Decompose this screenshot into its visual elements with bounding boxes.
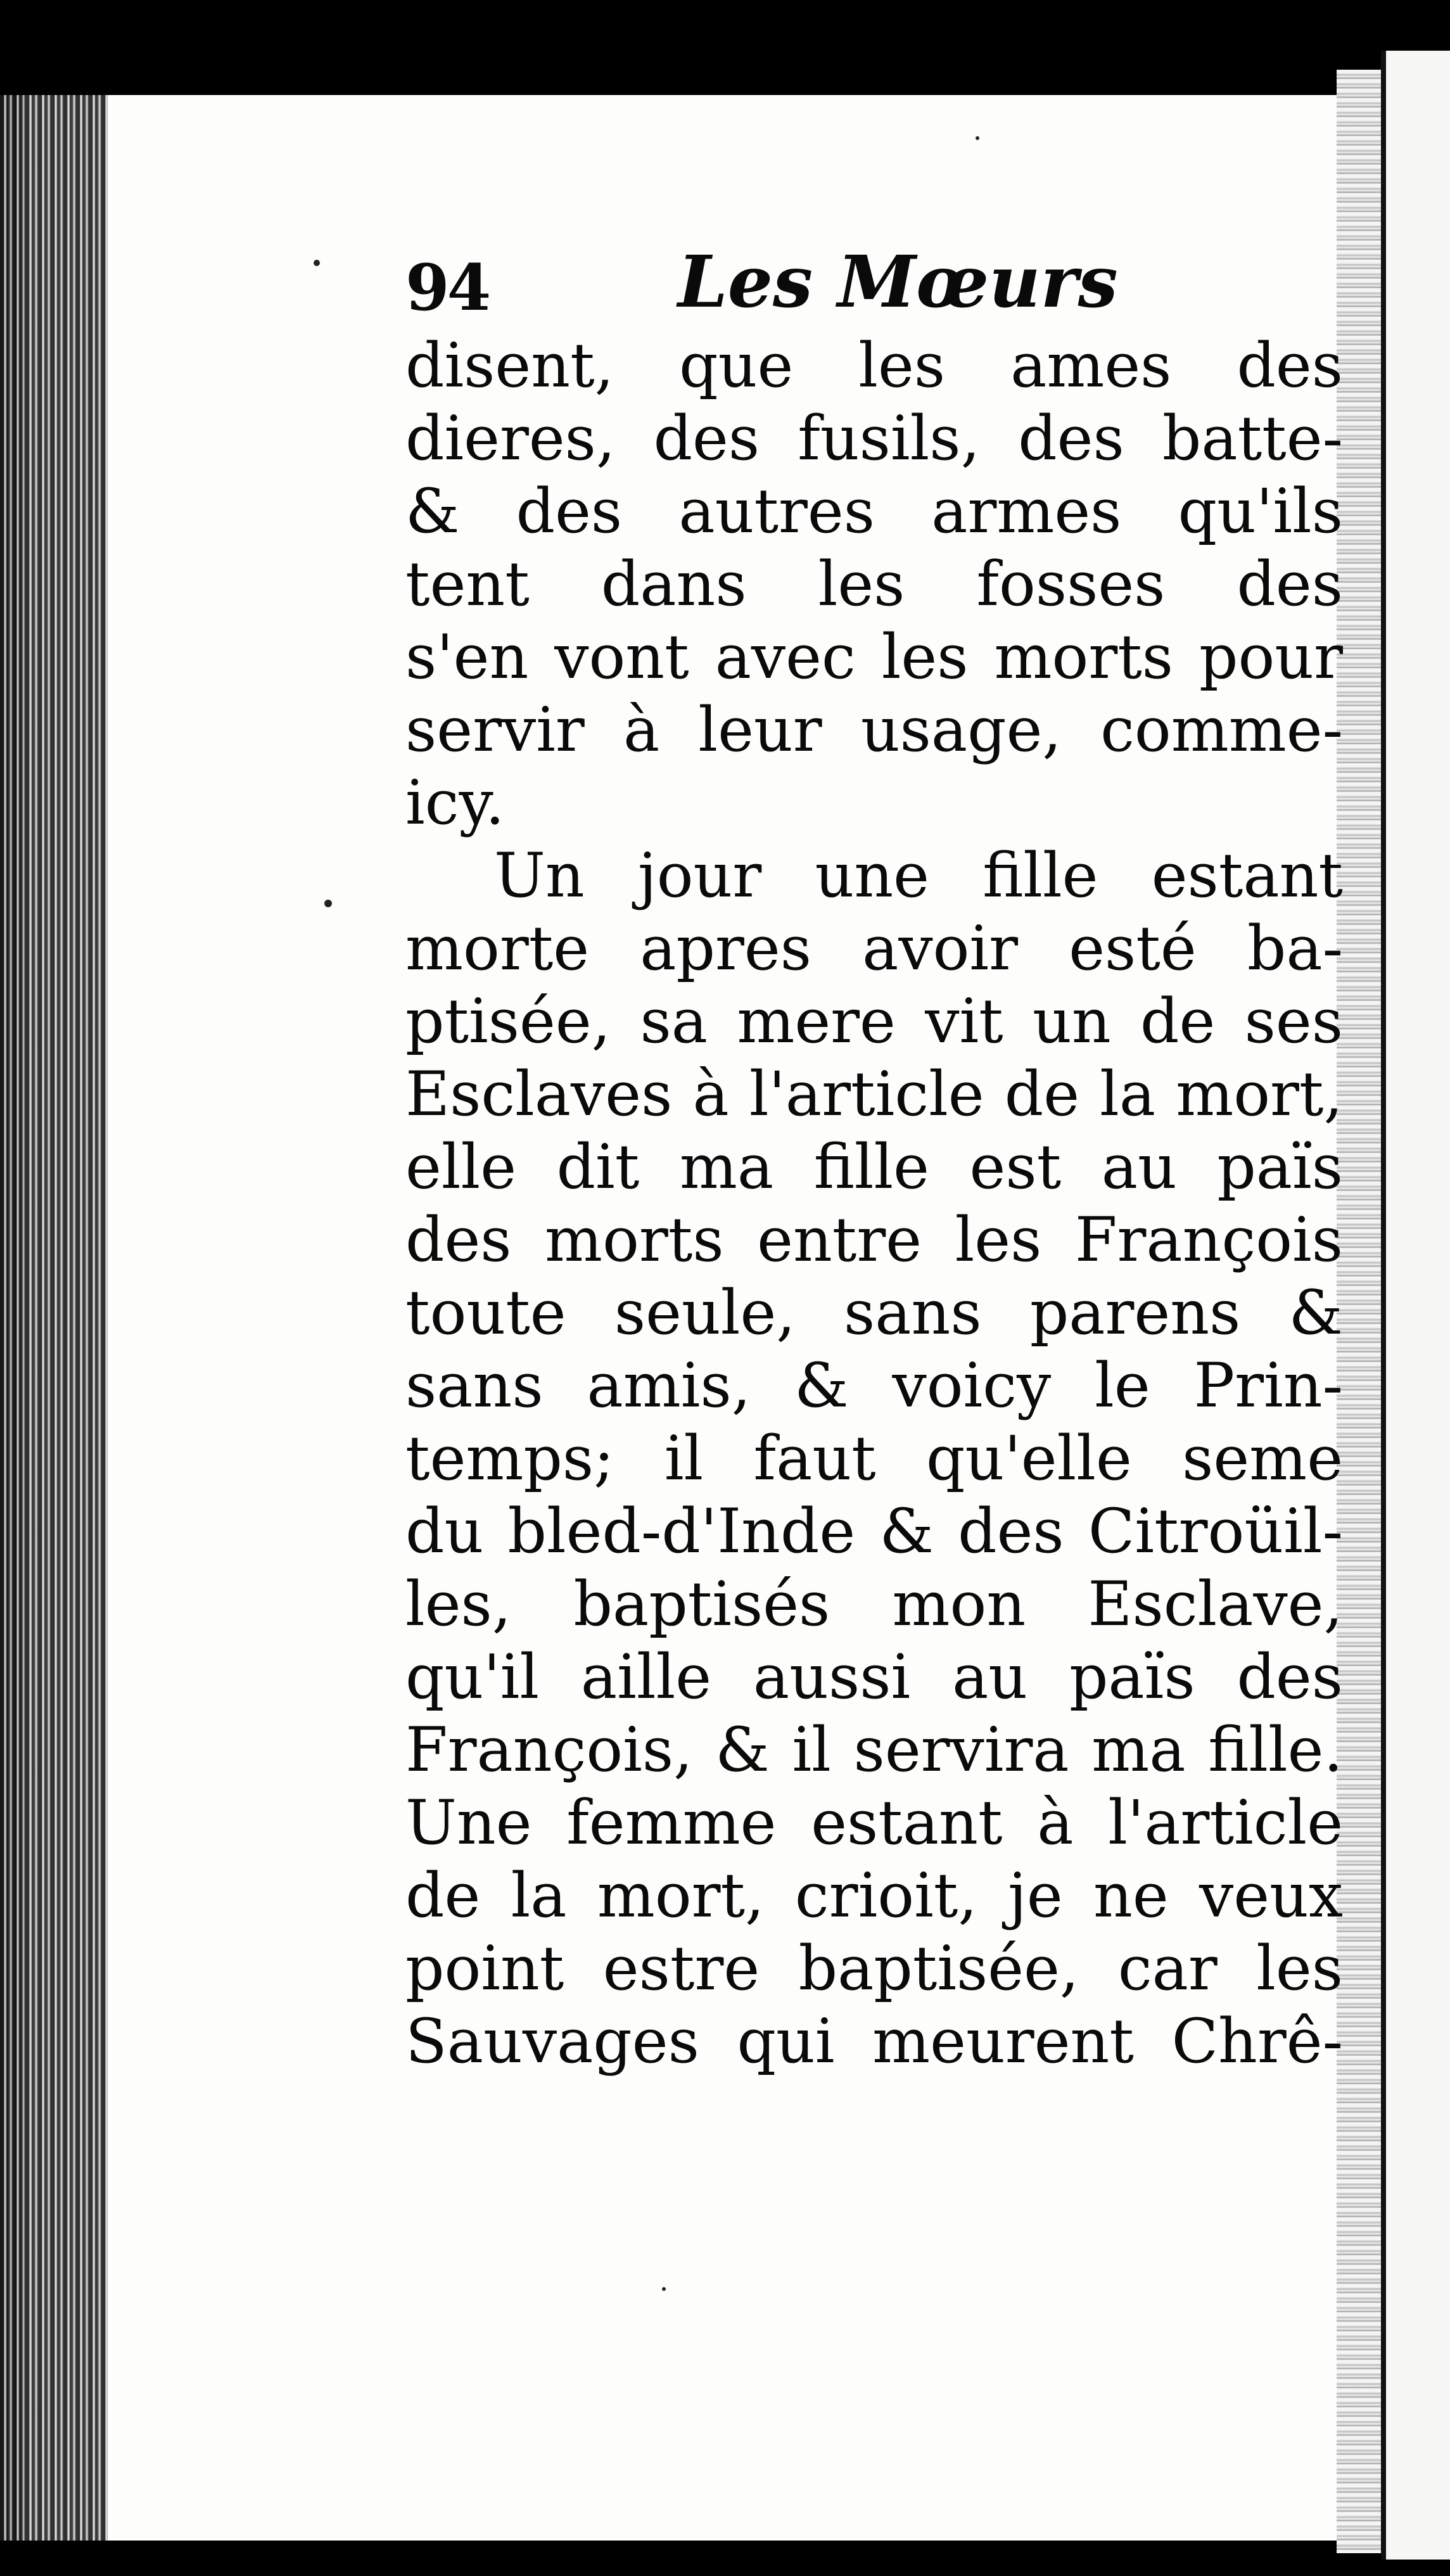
text-line: morte apres avoir esté ba-	[405, 913, 1343, 984]
text-line: les, baptisés mon Esclave,	[405, 1569, 1343, 1640]
text-line: François, & il servira ma fille.	[405, 1714, 1343, 1785]
text-line: s'en vont avec les morts pour	[405, 622, 1343, 692]
text-line: de la mort, crioit, je ne veux	[405, 1860, 1343, 1931]
body-text	[405, 329, 1343, 2078]
text-line: Un jour une fille estant	[494, 840, 1343, 911]
text-line: sans amis, & voicy le Prin-	[405, 1350, 1343, 1421]
text-line: tent dans les fosses des	[405, 549, 1343, 620]
text-line: icy.	[405, 767, 505, 838]
text-line: disent, que les ames des	[405, 330, 1343, 401]
text-line: dieres, des fusils, des batte-	[405, 403, 1343, 474]
text-line: du bled-d'Inde & des Citroüil-	[405, 1496, 1343, 1567]
text-line: toute seule, sans parens &	[405, 1277, 1343, 1348]
book-gutter	[0, 95, 108, 2541]
facing-page-edge	[1381, 51, 1450, 2560]
text-line: elle dit ma fille est au païs	[405, 1132, 1343, 1202]
ink-speck	[324, 900, 332, 907]
text-line: des morts entre les François	[405, 1204, 1343, 1275]
ink-speck	[314, 260, 320, 266]
ink-speck	[976, 136, 979, 140]
ink-speck	[662, 2287, 666, 2291]
text-line: ptisée, sa mere vit un de ses	[405, 986, 1343, 1057]
page-edges	[1337, 70, 1381, 2553]
text-line: servir à leur usage, comme-	[405, 694, 1343, 765]
text-line: point estre baptisée, car les	[405, 1933, 1343, 2004]
text-line: & des autres armes qu'ils	[405, 476, 1343, 547]
text-line: qu'il aille aussi au païs des	[405, 1642, 1343, 1712]
page-number: 94	[405, 250, 489, 325]
text-line: Esclaves à l'article de la mort,	[405, 1059, 1343, 1130]
page-header	[405, 241, 1292, 336]
text-line: Une femme estant à l'article	[405, 1787, 1343, 1858]
text-line: temps; il faut qu'elle seme	[405, 1423, 1343, 1494]
running-head: Les Mœurs	[678, 241, 1118, 324]
text-line: Sauvages qui meurent Chrê-	[405, 2006, 1343, 2077]
